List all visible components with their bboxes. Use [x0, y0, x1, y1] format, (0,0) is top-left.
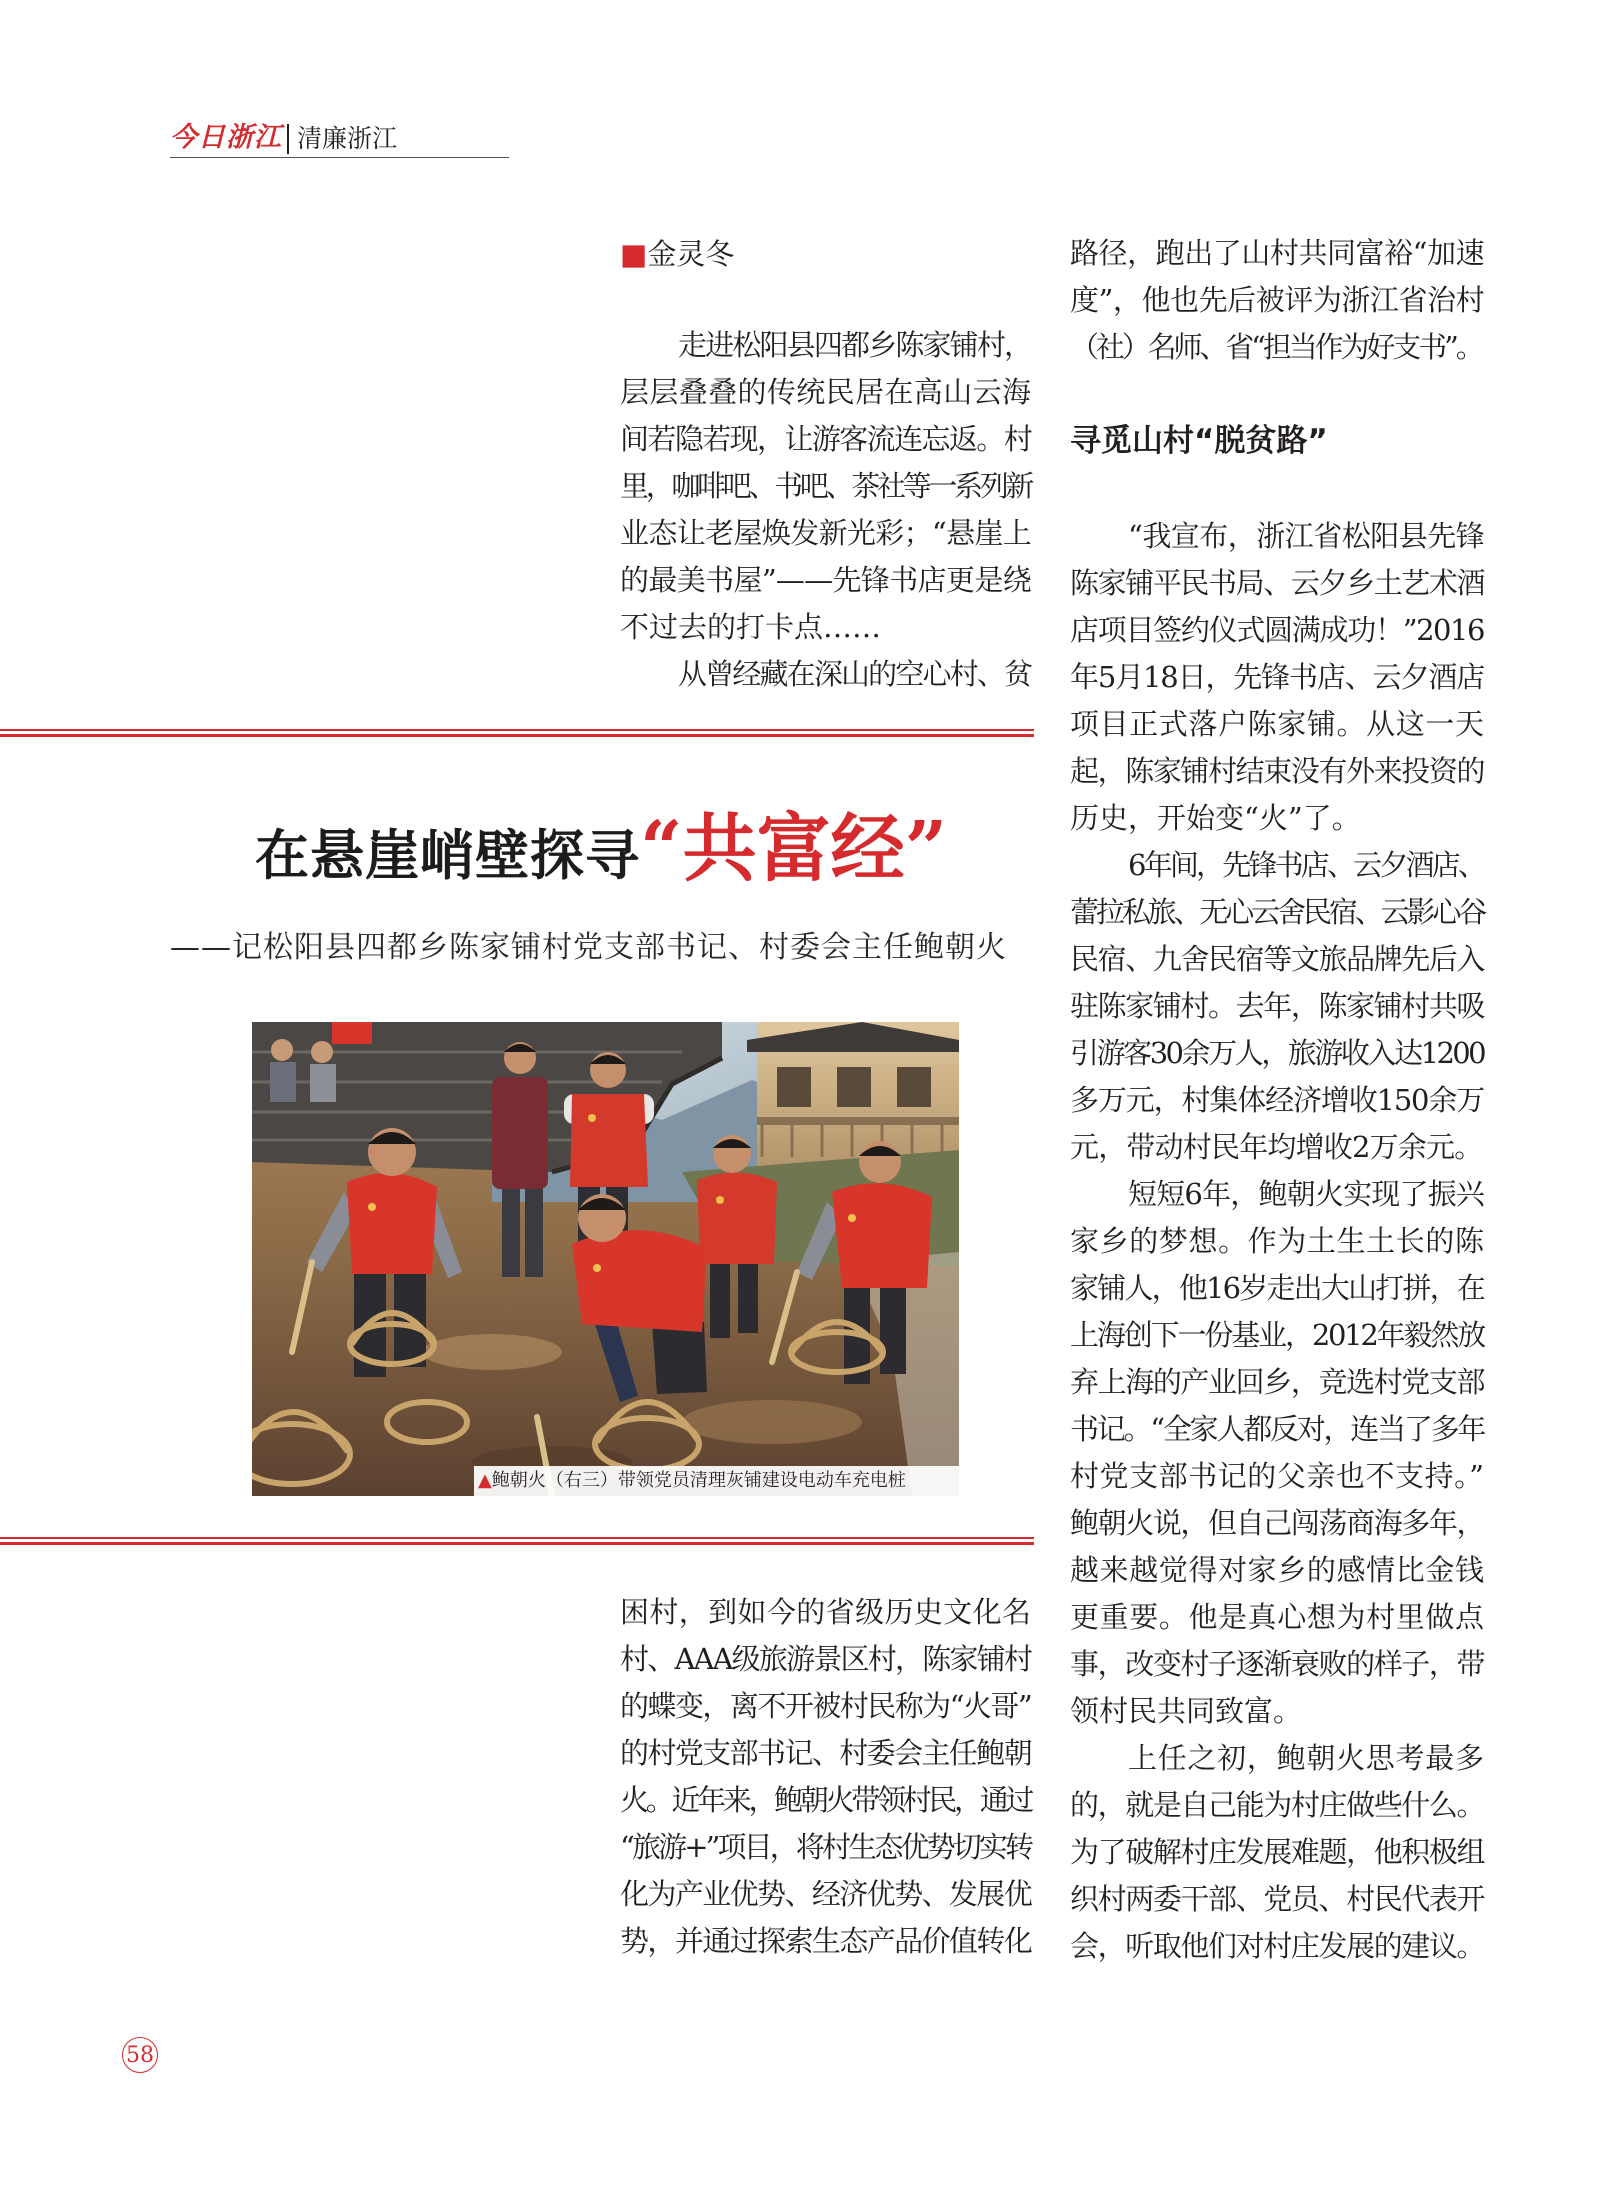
body-text-line: 的蝶变，离不开被村民称为“火哥”: [620, 1689, 1031, 1723]
body-text-line: 业态让老屋焕发新光彩；“悬崖上: [620, 516, 1031, 550]
body-text-line: 6年间，先锋书店、云夕酒店、: [1128, 848, 1484, 882]
body-text-line: 困村，到如今的省级历史文化名: [620, 1595, 1031, 1629]
byline: [620, 231, 734, 278]
red-rule-upper-thin: [0, 729, 1034, 731]
caption-text: 鲍朝火（右三）带领党员清理灰铺建设电动车充电桩: [491, 1470, 906, 1491]
body-text-line: 度”，他也先后被评为浙江省治村: [1070, 283, 1484, 317]
red-rule-upper-thick: [0, 734, 1034, 737]
article-photo: [252, 1022, 959, 1496]
body-text-line: 家乡的梦想。作为土生土长的陈: [1070, 1224, 1484, 1258]
author-name: 金灵冬: [647, 237, 735, 271]
body-text-line: 项目正式落户陈家铺。从这一天: [1070, 707, 1484, 741]
body-text-line: 蕾拉私旅、无心云舍民宿、云影心谷: [1070, 895, 1484, 929]
body-text-line: 鲍朝火说，但自己闯荡商海多年，: [1070, 1506, 1484, 1540]
title-highlight: “共富经”: [640, 806, 948, 892]
red-rule-lower-thin: [0, 1537, 1034, 1539]
body-text-line: 走进松阳县四都乡陈家铺村，: [678, 328, 1031, 362]
body-text-line: （社）名师、省“担当作为好支书”。: [1070, 330, 1482, 364]
red-rule-lower-thick: [0, 1542, 1034, 1545]
body-text-line: 书记。“全家人都反对，连当了多年: [1070, 1412, 1484, 1446]
body-text-line: 层层叠叠的传统民居在高山云海: [620, 375, 1031, 409]
page-number: 58: [122, 2037, 158, 2073]
body-text-line: 上海创下一份基业，2012年毅然放: [1070, 1318, 1484, 1352]
body-text-line: 上任之初，鲍朝火思考最多: [1128, 1741, 1484, 1775]
body-text-line: 的村党支部书记、村委会主任鲍朝: [620, 1736, 1031, 1770]
body-text-line: 陈家铺平民书局、云夕乡土艺术酒: [1070, 566, 1484, 600]
body-text-line: 为了破解村庄发展难题，他积极组: [1070, 1835, 1484, 1869]
body-text-line: 织村两委干部、党员、村民代表开: [1070, 1882, 1484, 1916]
body-text-line: 历史，开始变“火”了。: [1070, 801, 1361, 835]
body-text-line: 里，咖啡吧、书吧、茶社等一系列新: [620, 469, 1031, 503]
photo-caption: [474, 1466, 959, 1496]
body-text-line: 短短6年，鲍朝火实现了振兴: [1128, 1177, 1484, 1211]
section-label: 清廉浙江: [297, 124, 398, 153]
byline-marker: ■: [620, 237, 648, 271]
body-text-line: 民宿、九舍民宿等文旅品牌先后入: [1070, 942, 1484, 976]
article-subtitle: ——记松阳县四都乡陈家铺村党支部书记、村委会主任鲍朝火: [170, 930, 1007, 965]
body-text-line: 的，就是自己能为村庄做些什么。: [1070, 1788, 1484, 1822]
body-text-line: 越来越觉得对家乡的感情比金钱: [1070, 1553, 1484, 1587]
photo-building: [747, 1022, 959, 1172]
body-text-line: 势，并通过探索生态产品价值转化: [620, 1924, 1031, 1958]
header-divider: [287, 124, 289, 154]
body-text-line: 弃上海的产业回乡，竞选村党支部: [1070, 1365, 1484, 1399]
body-text-line: 元，带动村民年均增收2万余元。: [1070, 1130, 1483, 1164]
body-text-line: 引游客30余万人，旅游收入达1200: [1070, 1036, 1484, 1070]
body-text-line: 驻陈家铺村。去年，陈家铺村共吸: [1070, 989, 1484, 1023]
body-text-line: 不过去的打卡点……: [620, 610, 882, 644]
body-text-line: 店项目签约仪式圆满成功！”2016: [1070, 613, 1484, 647]
section-heading: 寻觅山村“脱贫路”: [1070, 423, 1328, 459]
body-text-line: 更重要。他是真心想为村里做点: [1070, 1600, 1484, 1634]
body-text-line: 村党支部书记的父亲也不支持。”: [1070, 1459, 1484, 1493]
left-column-top: [620, 322, 1031, 698]
body-text-line: 从曾经藏在深山的空心村、贫: [678, 657, 1031, 691]
body-text-line: 事，改变村子逐渐衰败的样子，带: [1070, 1647, 1484, 1681]
body-text-line: 间若隐若现，让游客流连忘返。村: [620, 422, 1031, 456]
body-text-line: 会，听取他们对村庄发展的建议。: [1070, 1929, 1484, 1963]
body-text-line: 村、AAA级旅游景区村，陈家铺村: [620, 1642, 1031, 1676]
body-text-line: 起，陈家铺村结束没有外来投资的: [1070, 754, 1484, 788]
caption-marker: ▲: [478, 1470, 492, 1491]
header-rule: [170, 157, 509, 158]
article-title: [255, 790, 947, 890]
body-text-line: “我宣布，浙江省松阳县先锋: [1128, 519, 1484, 553]
body-text-line: “旅游+”项目，将村生态优势切实转: [620, 1830, 1031, 1864]
photo-scene: [252, 1022, 959, 1496]
right-column-top: [1070, 230, 1484, 371]
body-text-line: 领村民共同致富。: [1070, 1694, 1303, 1728]
body-text-line: 火。近年来，鲍朝火带领村民，通过: [620, 1783, 1031, 1817]
body-text-line: 的最美书屋”——先锋书店更是绕: [620, 563, 1031, 597]
body-text-line: 路径，跑出了山村共同富裕“加速: [1070, 236, 1484, 270]
masthead-logo: 今日浙江: [170, 122, 282, 153]
body-text-line: 家铺人，他16岁走出大山打拼，在: [1070, 1271, 1484, 1305]
left-column-bottom: [620, 1589, 1031, 1965]
body-text-line: 化为产业优势、经济优势、发展优: [620, 1877, 1031, 1911]
body-text-line: 年5月18日，先锋书店、云夕酒店: [1070, 660, 1484, 694]
body-text-line: 多万元，村集体经济增收150余万: [1070, 1083, 1484, 1117]
title-main: 在悬崖峭壁探寻: [255, 823, 640, 887]
right-column-bottom: [1070, 513, 1484, 1970]
